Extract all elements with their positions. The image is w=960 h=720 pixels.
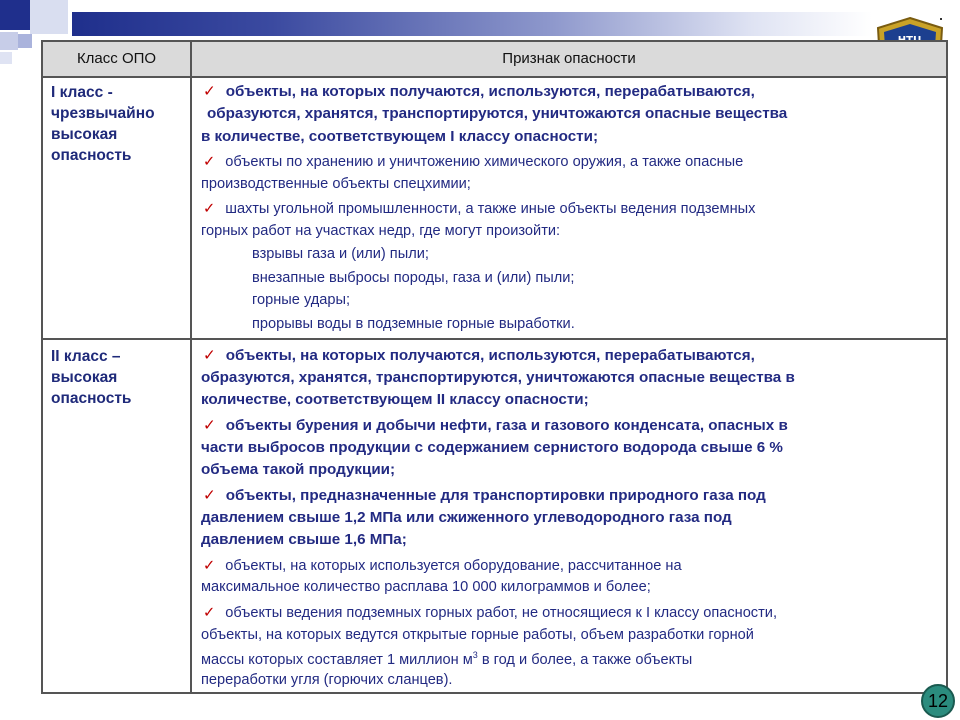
sign-line: ✓ шахты угольной промышленности, а также иные объекты ведения подземных [203,201,756,217]
sign-line: образуются, хранятся, транспортируются, уничтожаются опасные вещества [207,105,788,122]
row-divider [43,338,946,340]
decor-square [0,32,18,50]
header-sign: Признак опасности [502,50,636,67]
check-icon: ✓ [203,417,216,434]
sign-line: ✓ объекты, на которых получаются, используются, перерабатываются, [203,83,755,100]
check-icon: ✓ [203,558,216,574]
page-number: 12 [921,684,955,718]
sign-line: ✓ объекты по хранению и уничтожению химического оружия, а также опасные [203,154,744,170]
sign-line: образуются, хранятся, транспортируются, уничтожаются опасные вещества в [201,369,795,386]
class-label-line: I класс - [51,84,113,101]
check-icon: ✓ [203,154,216,170]
sign-line: количестве, соответствующем II классу опасности; [201,391,589,408]
sign-line: давлением свыше 1,2 МПа или сжиженного углеводородного газа под [201,509,732,526]
class-label-line: высокая [51,369,118,386]
class-label-2 [51,346,186,409]
sign-line: объема такой продукции; [201,461,396,478]
check-icon: ✓ [203,201,216,217]
class-label-line: опасность [51,390,132,407]
sign-line: объекты, на которых ведутся открытые горные работы, объем разработки горной [201,627,754,643]
decor-square [0,0,30,30]
title-bar [72,12,872,36]
sign-line: внезапные выбросы породы, газа и (или) пыли; [252,270,575,286]
check-icon: ✓ [203,487,216,504]
sign-line: в количестве, соответствующем I классу опасности; [201,128,599,145]
table-header [43,42,946,78]
class-label-line: II класс – [51,348,121,365]
hazard-classes-table [41,40,948,694]
column-divider [190,42,192,692]
sign-line: ✓ объекты, на которых используется оборудование, рассчитанное на [203,558,682,574]
sign-line: давлением свыше 1,6 МПа; [201,531,407,548]
class-label-line: чрезвычайно [51,105,155,122]
header-class: Класс ОПО [76,50,157,67]
decor-square [0,52,12,64]
class-label-1 [51,82,186,166]
sign-line: ✓ объекты, предназначенные для транспортировки природного газа под [203,487,766,504]
sign-line: части выбросов продукции с содержанием сернистого водорода свыше 6 % [201,439,783,456]
class-label-line: высокая [51,126,118,143]
check-icon: ✓ [203,605,216,621]
sign-line: ✓ объекты бурения и добычи нефти, газа и газового конденсата, опасных в [203,417,788,434]
class-label-line: опасность [51,147,132,164]
sign-line: взрывы газа и (или) пыли; [252,246,429,262]
sign-line: переработки угля (горючих сланцев). [201,672,453,688]
decor-square [30,0,68,34]
check-icon: ✓ [203,83,216,100]
sign-line: массы которых составляет 1 миллион $м^3$ в год и более, а также объекты [201,650,693,668]
sign-line: ✓ объекты ведения подземных горных работ, не относящиеся к I классу опасности, [203,605,777,621]
sign-line: горные удары; [252,292,351,308]
sign-line: максимальное количество расплава 10 000 килограммов и более; [201,579,651,595]
sign-line: производственные объекты спецхимии; [201,176,471,192]
check-icon: ✓ [203,347,216,364]
sign-line: горных работ на участках недр, где могут произойти: [201,223,561,239]
sign-line: прорывы воды в подземные горные выработки. [252,316,575,332]
sign-line: ✓ объекты, на которых получаются, используются, перерабатываются, [203,347,755,364]
decor-square [18,34,32,48]
